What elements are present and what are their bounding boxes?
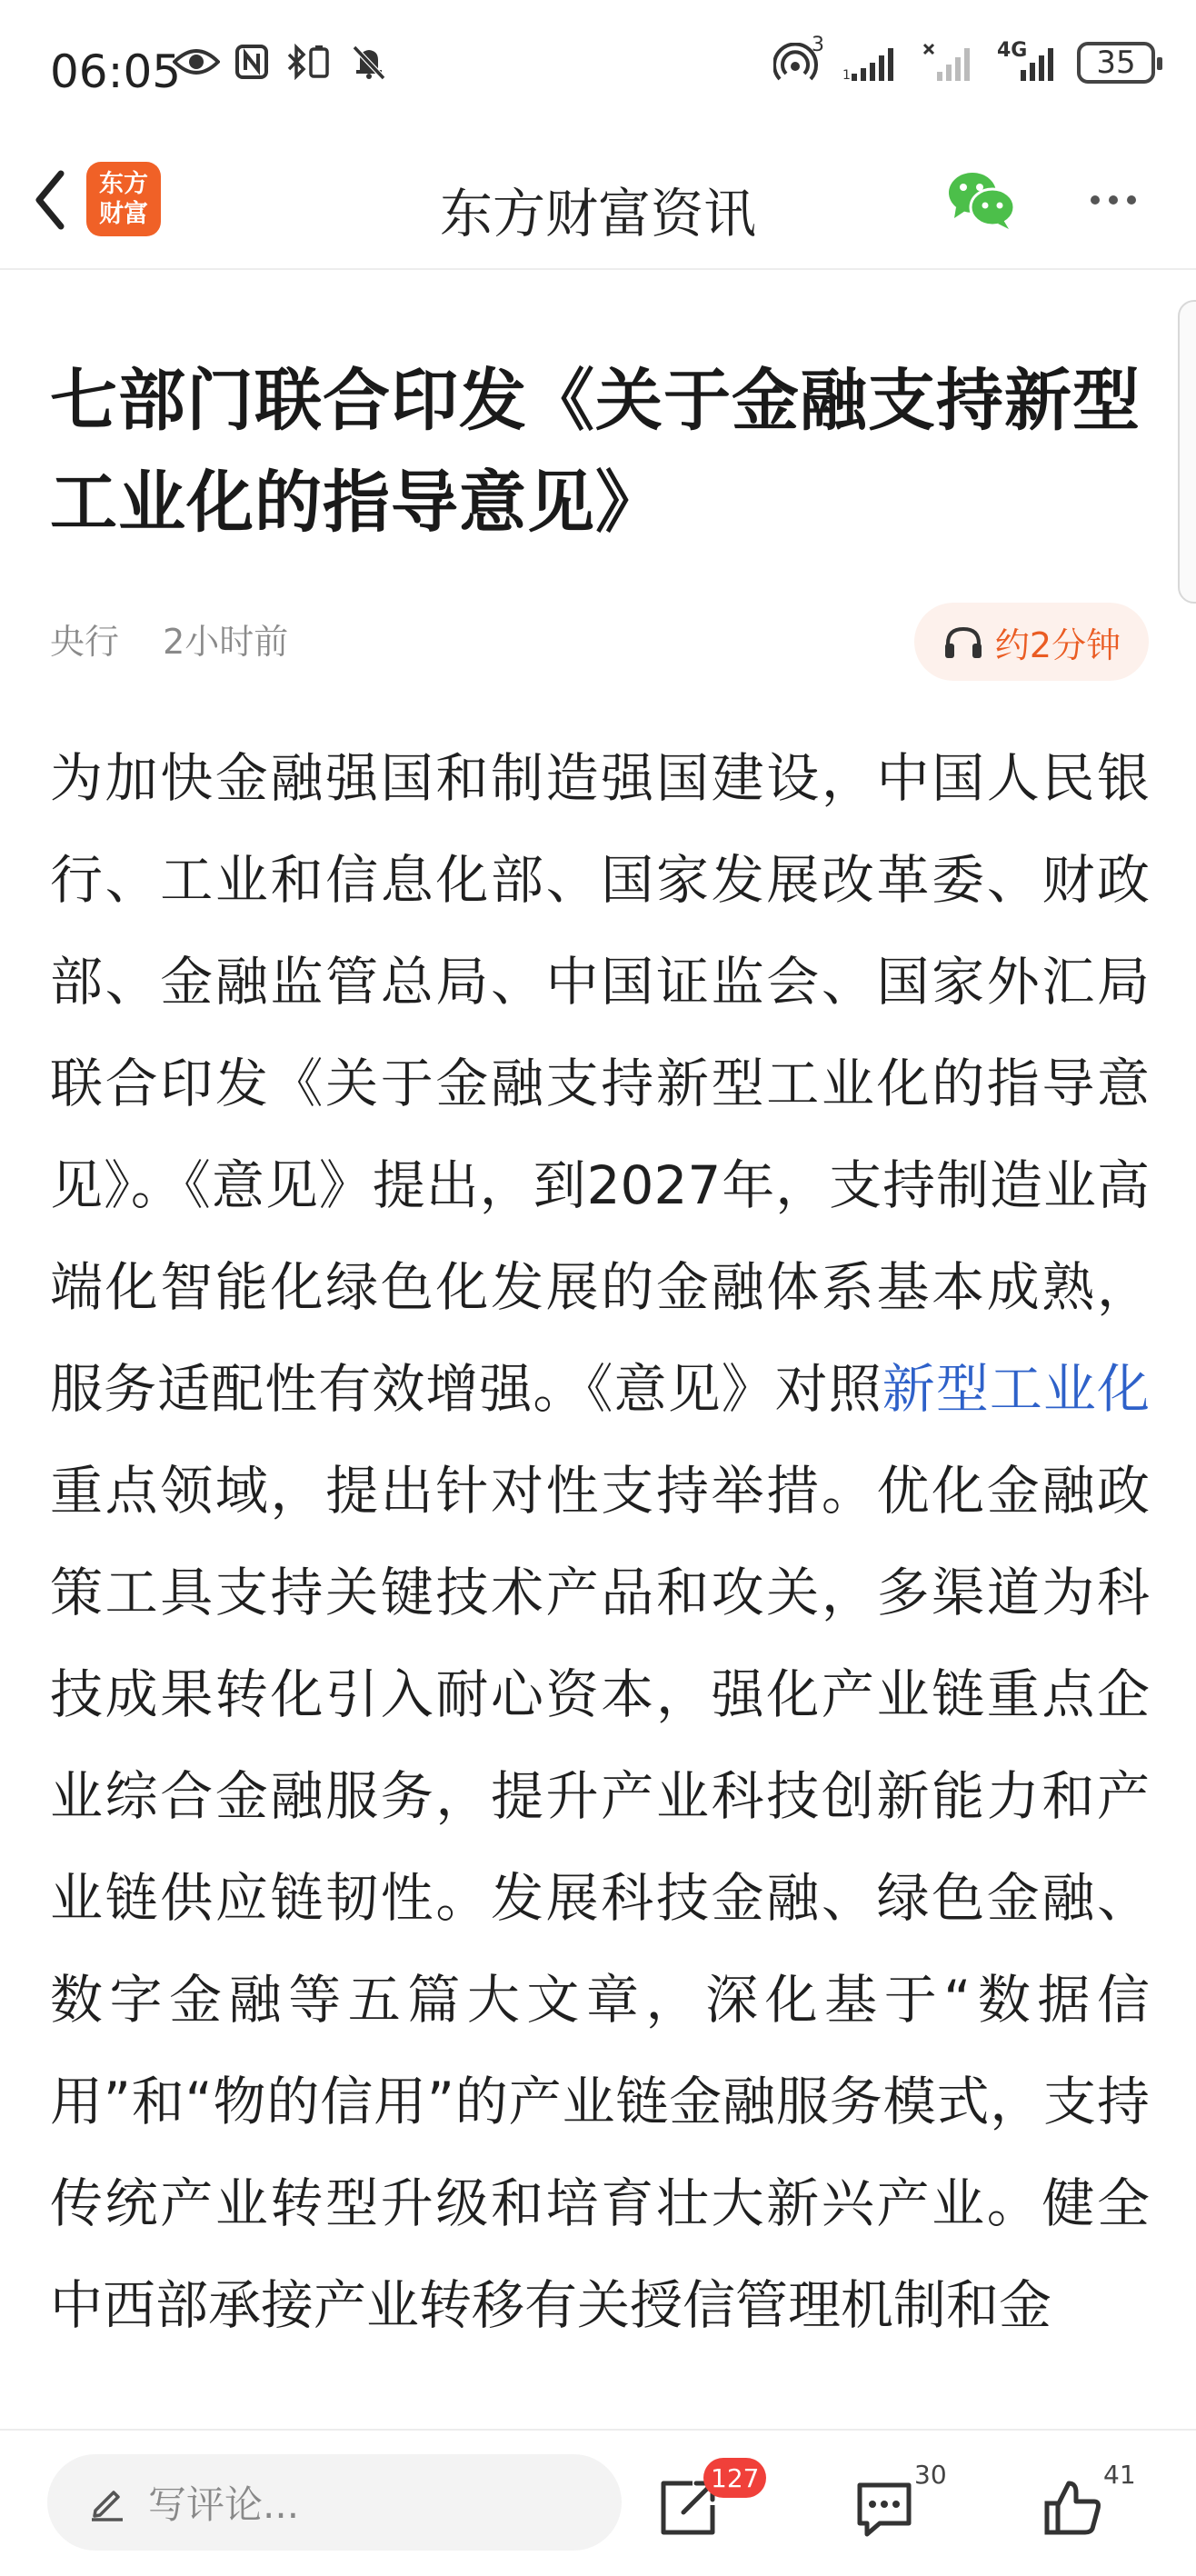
listen-button[interactable] — [914, 603, 1149, 681]
signal-icon — [842, 43, 902, 83]
comment-bubble-icon — [852, 2476, 916, 2540]
battery-icon — [1077, 42, 1155, 84]
more-dot — [1091, 195, 1100, 205]
article-body-text: 为加快金融强国和制造强国建设，中国人民银行、工业和信息化部、国家发展改革委、财政部、金融监管总局、中国证监会、国家外汇局联合印发《关于金融支持新型工业化的指导意见》。《意见》提出，到2027年，支持制造业高端化智能化绿色化发展的金融体系基本成熟，服务适配性有效增强。《意见》对照 — [50, 747, 1150, 1420]
like-button[interactable] — [1032, 2460, 1136, 2549]
comments-button[interactable] — [843, 2460, 947, 2549]
article-meta — [50, 614, 288, 664]
hotspot-label: 3 — [812, 34, 824, 56]
mute-bell-icon — [351, 44, 387, 80]
network-label: 4G — [997, 39, 1028, 62]
logo-line1: 东方 — [99, 170, 148, 198]
wechat-share-button[interactable] — [945, 164, 1018, 236]
page-title: 东方财富资讯 — [439, 183, 756, 245]
bottom-action-bar — [0, 2429, 1196, 2576]
pencil-icon — [88, 2483, 126, 2521]
signal-no-service-icon — [922, 43, 977, 83]
4g-signal-icon — [997, 39, 1057, 83]
status-time: 06:05 — [50, 45, 182, 98]
hotspot-icon — [773, 34, 824, 83]
comment-count: 30 — [914, 2460, 947, 2490]
battery-level: 35 — [1096, 45, 1136, 81]
comment-placeholder: 写评论... — [148, 2482, 300, 2527]
article-source: 央行 — [50, 622, 120, 662]
side-drawer-handle[interactable] — [1178, 300, 1196, 604]
bluetooth-battery-icon — [284, 44, 336, 80]
svg-text:1: 1 — [842, 68, 851, 83]
eye-icon — [173, 45, 220, 78]
status-bar — [0, 0, 1196, 136]
article-body-text-continued: 重点领域，提出针对性支持举措。优化金融政策工具支持关键技术产品和攻关，多渠道为科技成果转化引入耐心资本，强化产业链重点企业综合金融服务，提升产业科技创新能力和产业链供应链韧性。发展科技金融、绿色金融、数字金融等五篇大文章，深化基于“数据信用”和“物的信用”的产业链金融服务模式，支持传统产业转型升级和培育壮大新兴产业。健全中西部承接产业转移有关授信管理机制和金 — [50, 1460, 1150, 2336]
keyword-link-new-industrialization[interactable]: 新型工业化 — [882, 1358, 1150, 1420]
article-body — [50, 727, 1150, 2356]
share-button[interactable] — [647, 2462, 760, 2549]
nfc-icon — [234, 44, 269, 80]
status-right-icons — [773, 34, 1155, 84]
more-dot — [1109, 195, 1118, 205]
more-options-button[interactable] — [1077, 164, 1150, 236]
headphones-icon — [942, 624, 984, 660]
status-left-icons — [173, 44, 387, 80]
top-nav-bar — [0, 136, 1196, 270]
logo-line2: 财富 — [99, 200, 148, 228]
article-headline: 七部门联合印发《关于金融支持新型工业化的指导意见》 — [50, 362, 1141, 542]
thumbs-up-icon — [1042, 2476, 1105, 2540]
wechat-icon — [945, 164, 1018, 236]
share-count-badge: 127 — [703, 2458, 766, 2498]
listen-duration: 约2分钟 — [994, 624, 1121, 665]
article-time: 2小时前 — [163, 622, 289, 662]
more-dot — [1127, 195, 1136, 205]
comment-input[interactable] — [47, 2454, 622, 2551]
like-count: 41 — [1103, 2460, 1136, 2490]
